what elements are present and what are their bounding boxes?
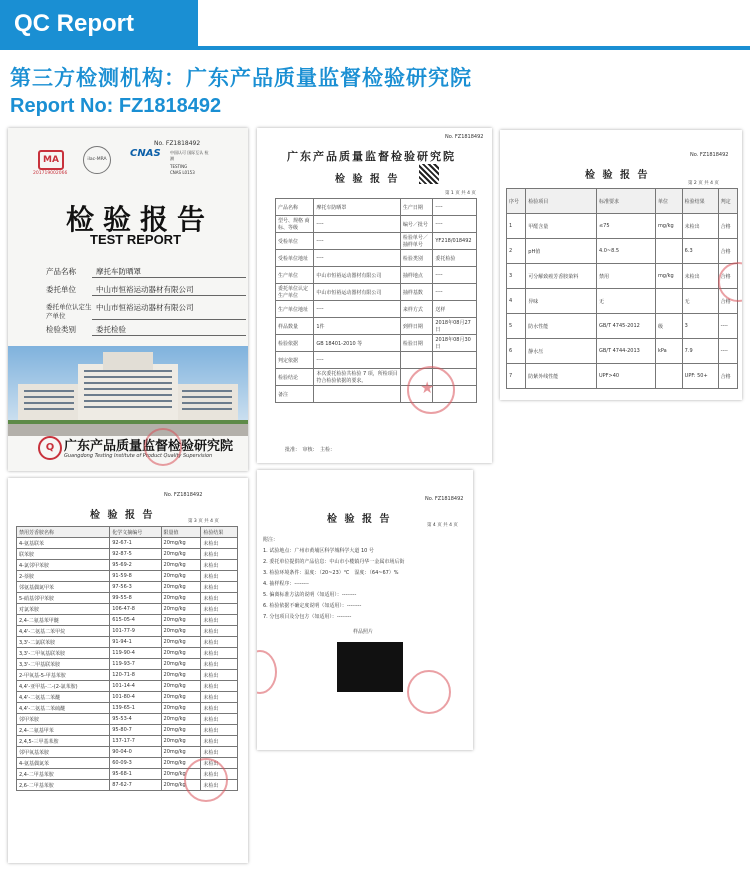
table-cell: 20mg/kg [161,747,201,758]
table-cell: 92-67-1 [110,538,161,549]
table-cell: 甲醛含量 [526,214,597,239]
table-cell: 20mg/kg [161,604,201,615]
table-cell: 20mg/kg [161,615,201,626]
table-cell: 20mg/kg [161,714,201,725]
table-row [17,571,238,582]
table-header-row [507,189,738,214]
table-row [17,692,238,703]
table-cell: 未检出 [201,714,238,725]
cnas-code: CNAS L0153 [170,170,195,175]
table-cell: 未检出 [201,549,238,560]
table-cell: 未检出 [201,582,238,593]
table-cell: ---- [314,301,401,318]
table-cell: 摩托车防晒罩 [314,199,401,216]
table-cell: 检验结论 [276,369,314,386]
table-cell: ---- [314,216,401,233]
cover-title: 检验报告 [66,203,215,236]
table-cell: 101-80-4 [110,692,161,703]
page1-report-no: No. FZ1818492 [445,134,484,140]
field-label: 产品名称 [46,267,76,276]
table-cell: 20mg/kg [161,582,201,593]
page3-report-no: No. FZ1818492 [164,492,203,498]
page1-signatures: 批准： 审核： 主检： [285,447,336,453]
page4-seal-left [257,650,277,694]
report-page-3 [8,478,248,863]
table-row [17,681,238,692]
table-cell: 92-87-5 [110,549,161,560]
table-cell: 未检出 [201,659,238,670]
table-row [17,604,238,615]
table-cell: 95-53-4 [110,714,161,725]
table-cell [655,364,682,389]
table-cell: 联苯胺 [17,549,110,560]
table-cell: 20mg/kg [161,659,201,670]
table-cell [655,289,682,314]
lab-heading: 第三方检测机构：广东产品质量监督检验研究院 [10,66,472,90]
table-cell: 样品数量 [276,318,314,335]
table-cell: 未检出 [682,214,718,239]
table-cell: 7.9 [682,339,718,364]
table-cell: 87-62-7 [110,780,161,791]
table-row [17,747,238,758]
table-cell: 对氯苯胺 [17,604,110,615]
table-cell: 禁用 [596,264,655,289]
table-cell: 2,4-二氨基甲苯 [17,725,110,736]
table-cell: 20mg/kg [161,725,201,736]
table-cell: ≤75 [596,214,655,239]
page2-page: 第 2 页 共 4 页 [688,181,719,186]
table-cell: 1件 [314,318,401,335]
table-cell: 受检单位 [276,233,314,250]
table-cell: 2,6-二甲基苯胺 [17,780,110,791]
table-row [17,703,238,714]
table-cell: 101-77-9 [110,626,161,637]
testing-label-en: TESTING [170,164,188,169]
table-cell: 中山市恒裕运动器材有限公司 [314,267,401,284]
banner-title: QC Report [14,10,134,37]
page1-seal-star: ★ [420,378,435,397]
table-cell: 3,3'-二氯联苯胺 [17,637,110,648]
field-product [46,266,246,278]
header-cell: 检验结果 [201,527,238,538]
header-cell: 检验项目 [526,189,597,214]
table-cell: 检验类别 [400,250,432,267]
table-row [276,250,477,267]
field-value: 摩托车防晒罩 [92,266,246,278]
table-cell: 5 [507,314,526,339]
table-cell: 检验日期 [400,335,432,352]
table-cell: 6.3 [682,239,718,264]
photo-label: 样品照片 [353,629,374,635]
table-cell: UPF: 50+ [682,364,718,389]
field-label: 委托单位认定生产单位 [46,303,92,320]
table-row [17,714,238,725]
table-cell: 备注 [276,386,314,403]
table-cell: 1 [507,214,526,239]
banner-underline [198,46,750,50]
table-cell: ---- [433,267,477,284]
table-row [507,339,738,364]
table-cell: 5-硝基邻甲苯胺 [17,593,110,604]
table-cell: 2018年08月27日 [433,318,477,335]
table-cell: 未检出 [201,560,238,571]
table-cell: 20mg/kg [161,549,201,560]
note-line: 2. 委托单位提供的产品信息：中山市小榄镇丹华一金属市场后街 [263,559,405,565]
table-cell: 95-68-1 [110,769,161,780]
table-cell: 119-90-4 [110,648,161,659]
table-cell: 防紫外线性能 [526,364,597,389]
table-cell: 未检出 [201,648,238,659]
table-cell: 未检出 [201,769,238,780]
table-cell: 级 [655,314,682,339]
table-cell: 检验单号／抽样单号 [400,233,432,250]
header-cell: 序号 [507,189,526,214]
table-cell: 2,4,5-三甲基苯胺 [17,736,110,747]
table-cell: 来样方式 [400,301,432,318]
table-row [507,314,738,339]
header-cell: 检验结果 [682,189,718,214]
table-cell: 106-47-8 [110,604,161,615]
table-cell: 抽样地点 [400,267,432,284]
table-row [17,648,238,659]
table-row [276,318,477,335]
table-cell: 生产日期 [400,199,432,216]
table-cell: 判定依据 [276,352,314,369]
table-cell: 20mg/kg [161,703,201,714]
page2-title: 检 验 报 告 [585,170,650,181]
qr-code [419,164,439,184]
table-row [276,233,477,250]
table-cell: 静水压 [526,339,597,364]
table-row [17,560,238,571]
table-cell: 抽样基数 [400,284,432,301]
table-cell: GB/T 4744-2013 [596,339,655,364]
page4-report-no: No. FZ1818492 [425,496,464,502]
table-cell: 20mg/kg [161,681,201,692]
table-cell: 3,3'-二甲基联苯胺 [17,659,110,670]
table-cell: UPF>40 [596,364,655,389]
table-cell: 91-94-1 [110,637,161,648]
table-cell: 异味 [526,289,597,314]
table-row [507,214,738,239]
table-cell: 20mg/kg [161,571,201,582]
table-cell: 合格 [718,214,737,239]
institute-name-en: Guangdong Testing Institute of Product Quality Supervision [64,453,213,459]
table-cell: 未检出 [201,571,238,582]
table-cell: 未检出 [201,725,238,736]
report-page-2 [500,130,742,400]
field-manufacturer [46,302,246,320]
header-cell: 化学文摘编号 [110,527,161,538]
header-cell: 判定 [718,189,737,214]
table-row [276,301,477,318]
table-cell: 产品名称 [276,199,314,216]
note-line: 7. 分包项目及分包方（如适用）：-------- [263,614,352,620]
table-cell: 未检出 [201,626,238,637]
page3-table [16,526,238,791]
table-cell: 4 [507,289,526,314]
table-cell: 4-氨基偶氮苯 [17,758,110,769]
qc-banner [0,0,750,55]
table-row [276,335,477,352]
table-cell: 3 [682,314,718,339]
cover-subtitle: TEST REPORT [90,232,182,247]
table-cell: ---- [314,233,401,250]
table-cell: 受检单位地址 [276,250,314,267]
table-cell: 119-93-7 [110,659,161,670]
table-cell: 合格 [718,364,737,389]
table-cell: 生产单位 [276,267,314,284]
table-cell: 615-05-4 [110,615,161,626]
header-cell: 禁用芳香胺名称 [17,527,110,538]
table-cell: 合格 [718,239,737,264]
cnas-logo: CNAS [130,148,161,159]
table-cell: 委托单位认定生产单位 [276,284,314,301]
table-cell: 2-萘胺 [17,571,110,582]
table-cell: 60-09-3 [110,758,161,769]
table-cell: 101-14-4 [110,681,161,692]
table-cell: GB/T 4745-2012 [596,314,655,339]
table-cell: 90-04-0 [110,747,161,758]
table-cell: 无 [682,289,718,314]
seal-stamp [144,428,182,466]
table-row [276,216,477,233]
table-cell: ---- [718,339,737,364]
table-cell: 检验依据 [276,335,314,352]
table-row [507,289,738,314]
field-value: 中山市恒裕运动器材有限公司 [92,284,246,296]
page2-report-no: No. FZ1818492 [690,152,729,158]
table-cell: 合格 [718,289,737,314]
table-cell: 3 [507,264,526,289]
table-row [17,615,238,626]
table-cell: GB 18401-2010 等 [314,335,401,352]
table-cell: 95-80-7 [110,725,161,736]
table-cell: 本次委托检验共检验 7 项，所检项目符合检验依据的要求。 [314,369,401,386]
table-row [507,239,738,264]
table-cell: 20mg/kg [161,769,201,780]
field-value: 中山市恒裕运动器材有限公司 [92,302,246,320]
field-label: 检验类别 [46,325,76,334]
table-cell: 未检出 [201,604,238,615]
field-category [46,324,246,336]
table-cell: ---- [433,216,477,233]
table-cell: 2,4-二甲基苯胺 [17,769,110,780]
cover-page [8,128,248,471]
table-cell [655,239,682,264]
table-cell: 邻甲氧基苯胺 [17,747,110,758]
cover-report-no: No. FZ1818492 [154,140,201,147]
page4-title: 检 验 报 告 [327,514,392,525]
table-cell: YF218/018492 [433,233,477,250]
table-cell: ---- [314,352,401,369]
table-cell: 20mg/kg [161,780,201,791]
table-row [276,352,477,369]
table-cell: 邻氨基偶氮甲苯 [17,582,110,593]
table-cell [314,386,401,403]
table-row [276,267,477,284]
table-cell: kPa [655,339,682,364]
table-cell: 20mg/kg [161,560,201,571]
table-cell: 未检出 [201,681,238,692]
table-row [17,736,238,747]
table-cell: 编号／批号 [400,216,432,233]
table-cell: 6 [507,339,526,364]
table-row [17,549,238,560]
ilac-logo: ilac-MRA [83,146,111,174]
table-cell: 未检出 [201,703,238,714]
page3-page: 第 3 页 共 4 页 [188,519,219,524]
table-cell: 20mg/kg [161,670,201,681]
table-cell: ---- [433,199,477,216]
institute-logo-icon: Q [38,436,62,460]
table-cell: ---- [718,314,737,339]
table-row [17,637,238,648]
table-cell: 3,3'-二甲氧基联苯胺 [17,648,110,659]
note-line: 附注： [263,537,279,543]
table-cell: 95-69-2 [110,560,161,571]
table-cell: 2,4-二氨基苯甲醚 [17,615,110,626]
page1-page: 第 1 页 共 4 页 [445,191,476,196]
table-cell: 4-氯邻甲苯胺 [17,560,110,571]
table-row [276,284,477,301]
table-cell: 97-56-3 [110,582,161,593]
table-cell: 20mg/kg [161,637,201,648]
table-row [507,264,738,289]
table-cell: 未检出 [201,780,238,791]
table-cell: 未检出 [201,736,238,747]
table-cell: 未检出 [201,538,238,549]
table-cell: 中山市恒裕运动器材有限公司 [314,284,401,301]
table-row [17,582,238,593]
table-row [17,670,238,681]
building-illustration [8,346,248,436]
table-cell: 2018年08月30日 [433,335,477,352]
institute-name: 广东产品质量监督检验研究院 [64,439,234,454]
table-cell: 未检出 [201,637,238,648]
header-cell: 限量值 [161,527,201,538]
note-line: 4. 抽样程序：-------- [263,581,309,587]
table-cell: 139-65-1 [110,703,161,714]
table-cell: 4,4'-二氨基二苯甲烷 [17,626,110,637]
table-cell: mg/kg [655,214,682,239]
table-cell: mg/kg [655,264,682,289]
note-line: 6. 检验依据不确定度说明（如适用）：-------- [263,603,362,609]
field-client [46,284,246,296]
table-cell: 2-甲氧基-5-甲基苯胺 [17,670,110,681]
page4-page: 第 4 页 共 4 页 [427,523,458,528]
ma-logo: MA [38,150,64,170]
table-cell: ---- [314,250,401,267]
table-cell: 4-氨基联苯 [17,538,110,549]
note-line: 5. 偏离标准方法的说明（如适用）：-------- [263,592,357,598]
table-cell: 20mg/kg [161,593,201,604]
sample-photo [337,642,403,692]
table-cell: 99-55-8 [110,593,161,604]
table-row [17,725,238,736]
table-cell: 20mg/kg [161,736,201,747]
table-row [276,199,477,216]
table-cell: 20mg/kg [161,692,201,703]
table-cell: 未检出 [201,758,238,769]
page4-notes [263,536,467,624]
field-value: 委托检验 [92,324,246,336]
table-cell: 4.0~8.5 [596,239,655,264]
table-cell: 20mg/kg [161,648,201,659]
table-cell: 20mg/kg [161,538,201,549]
table-cell: 未检出 [201,747,238,758]
table-cell: 4,4'-二氨基二苯醚 [17,692,110,703]
table-cell [433,352,477,369]
table-cell: 未检出 [201,593,238,604]
page1-title: 检 验 报 告 [335,174,400,185]
table-row [17,593,238,604]
table-cell: 邻甲苯胺 [17,714,110,725]
table-cell: 未检出 [682,264,718,289]
table-cell: 未检出 [201,670,238,681]
table-row [507,364,738,389]
report-number: Report No: FZ1818492 [10,95,222,117]
table-cell: 120-71-8 [110,670,161,681]
table-cell: 4,4'-二氨基二苯硫醚 [17,703,110,714]
table-cell: pH值 [526,239,597,264]
table-cell: 20mg/kg [161,758,201,769]
table-cell: 型号、规格 商标、等级 [276,216,314,233]
ma-code: 201719002066 [33,171,68,176]
table-cell: 未检出 [201,692,238,703]
header-cell: 单位 [655,189,682,214]
note-line: 1. 试验地点：广州市黄埔区科学城科学大道 10 号 [263,548,374,554]
table-cell: 未检出 [201,615,238,626]
table-cell: 无 [596,289,655,314]
table-cell: 7 [507,364,526,389]
table-cell: 可分解致癌芳香胺染料 [526,264,597,289]
page3-seal [184,758,228,802]
table-cell: 委托检验 [433,250,477,267]
header-cell: 标准要求 [596,189,655,214]
table-row [17,626,238,637]
table-cell: 137-17-7 [110,736,161,747]
table-cell: 防水性能 [526,314,597,339]
table-cell: ---- [433,284,477,301]
table-row [17,659,238,670]
testing-label-cn: 中国认可 国际互认 检测 [170,150,209,161]
table-header-row [17,527,238,538]
note-line: 3. 检验环境条件：温度：（20~23）℃ 湿度：（64~67）% [263,570,399,576]
table-cell: 91-59-8 [110,571,161,582]
table-cell: 4,4'-亚甲基-二-(2-氯苯胺) [17,681,110,692]
table-cell: 合格 [718,264,737,289]
report-page-4 [257,470,473,750]
table-cell: 2 [507,239,526,264]
page2-table [506,188,738,389]
table-cell: 送样 [433,301,477,318]
page1-org: 广东产品质量监督检验研究院 [287,150,456,163]
field-label: 委托单位 [46,285,76,294]
page4-seal [407,670,451,714]
table-cell: 20mg/kg [161,626,201,637]
table-cell: 到样日期 [400,318,432,335]
page3-title: 检 验 报 告 [90,510,155,521]
table-row [17,538,238,549]
table-cell: 生产单位地址 [276,301,314,318]
report-page-1 [257,128,492,463]
